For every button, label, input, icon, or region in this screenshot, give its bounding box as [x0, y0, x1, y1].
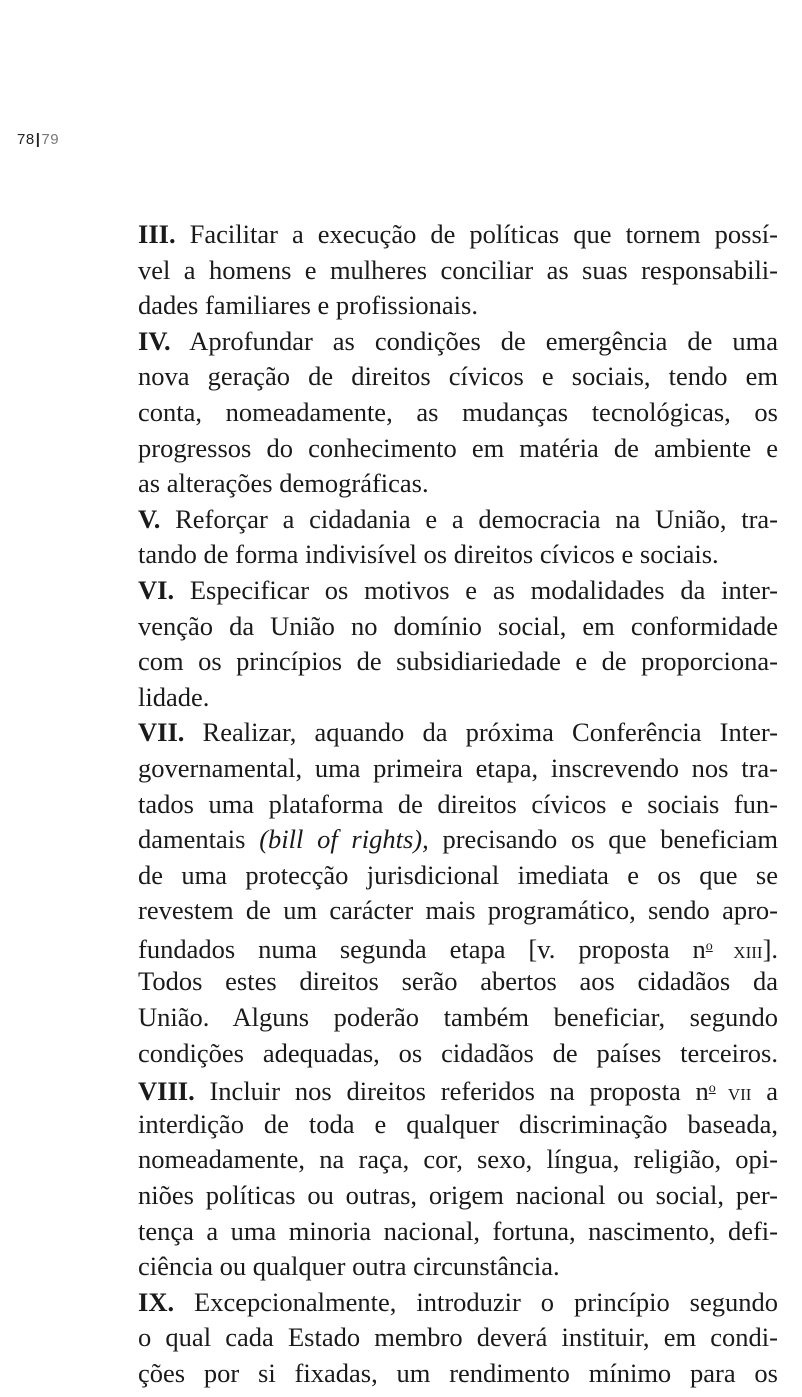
text-line [138, 1142, 778, 1178]
item-number: IV. [138, 325, 171, 356]
line-text: Excepcionalmente, introduzir o princípio segundo [194, 1286, 778, 1317]
line-text: damentais [138, 824, 260, 855]
text-line [138, 715, 778, 751]
page-number-separator: | [35, 131, 41, 148]
text-line [138, 1107, 778, 1143]
text-line [138, 1036, 778, 1072]
line-text: niões políticas ou outras, origem nacional ou social, per- [138, 1180, 778, 1211]
text-line [138, 893, 778, 929]
item-number: III. [138, 219, 176, 249]
item-number: VI. [138, 574, 175, 605]
line-text: lidade. [138, 681, 210, 712]
line-text: Facilitar a execução de políticas que tornem possí- [189, 219, 778, 249]
line-text: as alterações demográficas. [138, 468, 429, 499]
body-text [138, 217, 778, 1392]
text-line [138, 1285, 778, 1321]
line-text: Reforçar a cidadania e a democracia na União, tra- [175, 503, 778, 534]
line-text: União. Alguns poderão também beneficiar, segundo [138, 1002, 778, 1033]
line-text: progressos do conhecimento em matéria de ambiente e [138, 432, 778, 463]
line-text: revestem de um carácter mais programático, sendo apro- [138, 895, 778, 926]
line-text: tença a uma minoria nacional, fortuna, nascimento, defi- [138, 1215, 778, 1246]
line-text: governamental, uma primeira etapa, inscrevendo nos tra- [138, 752, 778, 783]
line-text: a [751, 1076, 779, 1107]
page-number-current: 78 [17, 131, 35, 148]
line-text: nova geração de direitos cívicos e sociais, tendo em [138, 361, 778, 392]
line-text: de uma protecção jurisdicional imediata e os que se [138, 859, 778, 890]
line-text: condições adequadas, os cidadãos de países terceiros. [138, 1037, 778, 1068]
text-line [138, 822, 778, 858]
item-number: V. [138, 503, 161, 534]
text-line [138, 1071, 778, 1107]
text-line [138, 964, 778, 1000]
line-text: dades familiares e profissionais. [138, 290, 478, 321]
text-line [138, 787, 778, 823]
text-line [138, 466, 778, 502]
italic-term: (bill of rights), [259, 824, 429, 855]
item-number: VIII. [138, 1076, 195, 1107]
line-text: com os princípios de subsidiariedade e de proporciona- [138, 646, 778, 677]
line-text: ]. [762, 933, 779, 964]
line-text: vel a homens e mulheres conciliar as suas responsabili- [138, 254, 778, 285]
line-text: conta, nomeadamente, as mudanças tecnológicas, os [138, 396, 778, 427]
text-line [138, 253, 778, 289]
text-line [138, 751, 778, 787]
line-text: Aprofundar as condições de emergência de uma [189, 325, 778, 356]
line-text: ções por si fixadas, um rendimento mínimo para os [138, 1358, 778, 1388]
line-text: nomeadamente, na raça, cor, sexo, língua, religião, opi- [138, 1144, 778, 1175]
ordinal-indicator: o [708, 1081, 716, 1097]
text-line [138, 609, 778, 645]
text-line [138, 324, 778, 360]
ordinal-indicator: o [705, 938, 713, 954]
line-text: Todos estes direitos serão abertos aos cidadãos da [138, 966, 778, 997]
text-line [138, 1356, 778, 1392]
text-line [138, 217, 778, 253]
text-line [138, 502, 778, 538]
text-line [138, 929, 778, 965]
text-line [138, 288, 778, 324]
line-text: venção da União no domínio social, em conformidade [138, 610, 778, 641]
line-text: Realizar, aquando da próxima Conferência Inter- [202, 717, 779, 748]
text-line [138, 573, 778, 609]
page-number [17, 131, 59, 148]
line-text: Especificar os motivos e as modalidades da inter- [189, 574, 779, 605]
text-line [138, 1178, 778, 1214]
text-line [138, 1249, 778, 1285]
line-text: tando de forma indivisível os direitos cívicos e sociais. [138, 539, 719, 570]
text-line [138, 395, 778, 431]
line-text: interdição de toda e qualquer discriminação baseada, [138, 1108, 778, 1139]
proposal-reference: VII [715, 1085, 752, 1105]
page-number-next: 79 [41, 131, 60, 148]
line-text: fundados numa segunda etapa [v. proposta n [138, 933, 706, 964]
line-text: precisando os que beneficiam [428, 824, 779, 855]
text-line [138, 1000, 778, 1036]
line-text: tados uma plataforma de direitos cívicos e sociais fun- [138, 788, 778, 819]
text-line [138, 1320, 778, 1356]
item-number: VII. [138, 717, 185, 748]
text-line [138, 359, 778, 395]
item-number: IX. [138, 1286, 175, 1317]
text-line [138, 431, 778, 467]
line-text: ciência ou qualquer outra circunstância. [138, 1251, 560, 1282]
line-text: o qual cada Estado membro deverá instituir, em condi- [138, 1322, 778, 1353]
text-line [138, 644, 778, 680]
line-text: Incluir nos direitos referidos na proposta n [209, 1076, 709, 1107]
text-line [138, 858, 778, 894]
text-line [138, 680, 778, 716]
text-line [138, 1214, 778, 1250]
text-line [138, 537, 778, 573]
proposal-reference: XIII [712, 942, 763, 962]
